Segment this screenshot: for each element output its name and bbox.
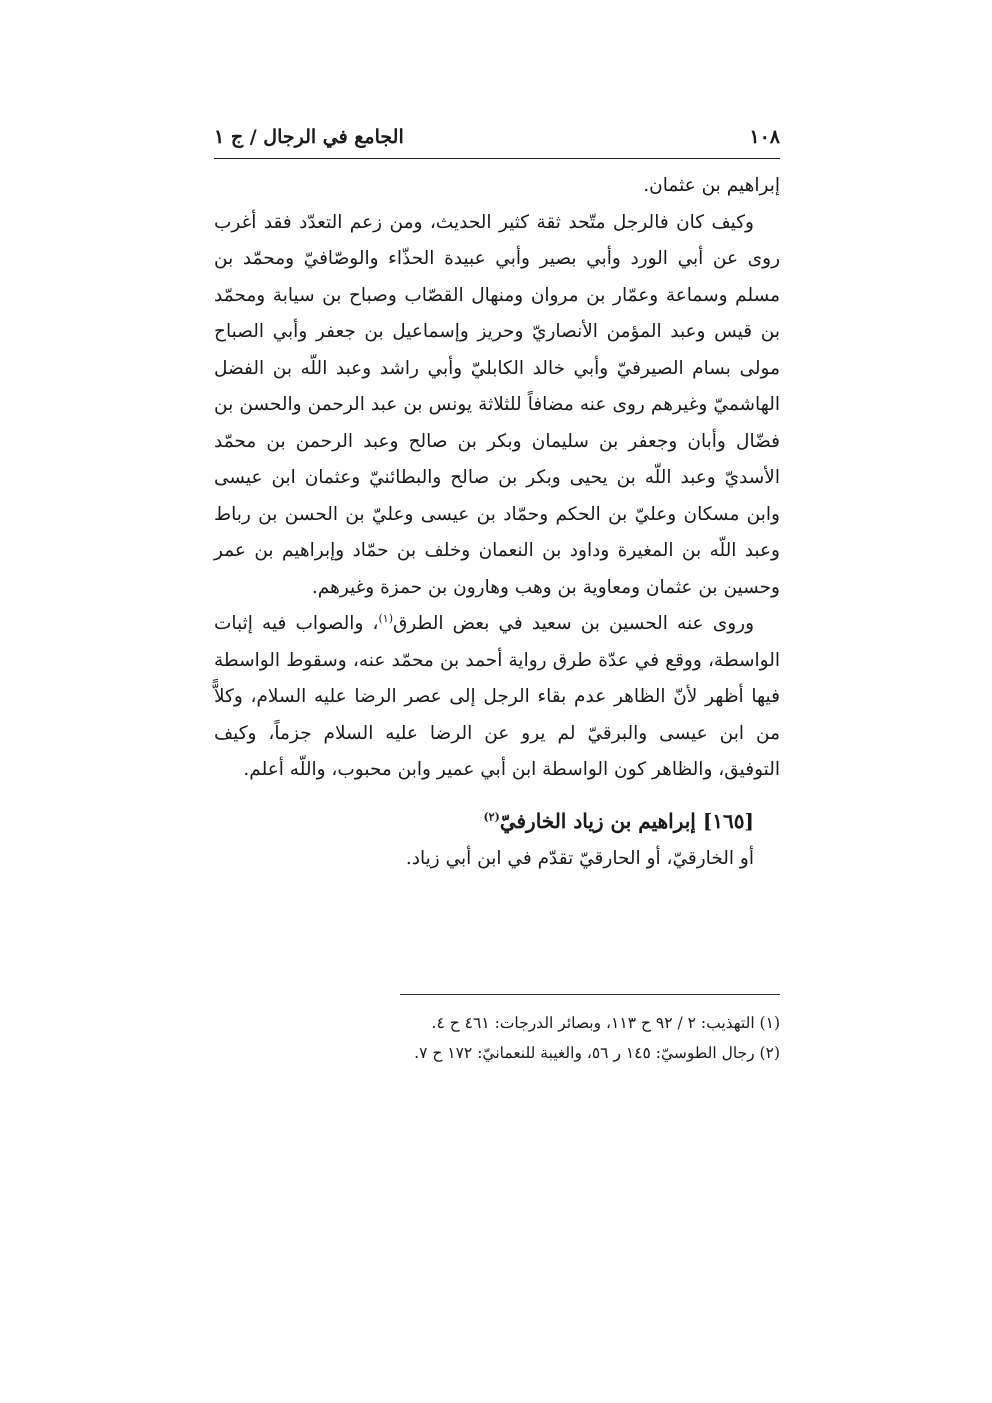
entry-heading-text: [١٦٥] إبراهيم بن زياد الخارفيّ: [499, 808, 754, 833]
paragraph-continuation: إبراهيم بن عثمان.: [643, 175, 780, 196]
paragraph-narrators: وكيف كان فالرجل متّحد ثقة كثير الحديث، ومن زعم التعدّد فقد أغرب روى عن أبي الورد وأبي بصير وأبي عبيدة الحذّاء والوصّافيّ ومحمّد بن مسلم وسماعة وعمّار بن مروان ومنهال القصّاب وصباح بن سيابة ومحمّد بن قيس وعبد المؤمن الأنصاريّ وحريز وإسماعيل بن جعفر وأبي الصباح مولى بسام الصيرفيّ وأبي خالد الكابليّ وأبي راشد وعبد اللّه بن الفضل الهاشميّ وغيرهم روى عنه مضافاً للثلاثة يونس بن عبد الرحمن والحسن بن فضّال وأبان وجعفر بن سليمان وبكر بن صالح وعبد الرحمن بن محمّد الأسديّ وعبد اللّه بن يحيى وبكر بن صالح والبطائنيّ وعثمان ابن عيسى وابن مسكان وعليّ بن الحكم وحمّاد بن عيسى وعليّ بن الحسن بن رباط وعبد اللّه بن المغيرة وداود بن النعمان وخلف بن حمّاد وإبراهيم بن عمر وحسين بن عثمان ومعاوية بن وهب وهارون بن حمزة وغيرهم.: [214, 211, 780, 598]
footnote-ref-1: (١): [378, 611, 393, 625]
paragraph-chain-start: وروى عنه الحسين بن سعيد في بعض الطرق: [392, 613, 754, 634]
footnotes: [214, 1008, 780, 1068]
page-number: ١٠٨: [749, 126, 780, 148]
footnote-divider: [400, 994, 780, 995]
footnote-2: (٢) رجال الطوسيّ: ١٤٥ ر ٥٦، والغيبة للنعمانيّ: ١٧٢ ح ٧.: [414, 1044, 780, 1062]
running-header: [214, 120, 780, 154]
paragraph-chain-rest: ، والصواب فيه إثبات الواسطة، ووقع في عدّة طرق رواية أحمد بن محمّد عنه، وسقوط الواسطة فيها أظهر لأنّ الظاهر عدم بقاء الرجل إلى عصر الرضا عليه السلام، وكلاًّ من ابن عيسى والبرقيّ لم يرو عن الرضا عليه السلام جزماً، وكيف التوفيق، والظاهر كون الواسطة ابن أبي عمير وابن محبوب، واللّه أعلم.: [214, 613, 780, 780]
book-title: الجامع في الرجال / ج ١: [214, 126, 404, 148]
footnote-1: (١) التهذيب: ٢ / ٩٢ ح ١١٣، وبصائر الدرجات: ٤٦١ ح ٤.: [431, 1014, 780, 1032]
paragraph-chain-discussion: [214, 606, 780, 789]
main-text: [214, 168, 780, 877]
entry-heading: [214, 801, 780, 841]
footnote-ref-2: (٢): [483, 809, 500, 823]
entry-text: أو الخارقيّ، أو الحارقيّ تقدّم في ابن أبي زياد.: [405, 847, 754, 869]
document-page: [214, 0, 780, 1403]
header-divider: [214, 158, 780, 159]
